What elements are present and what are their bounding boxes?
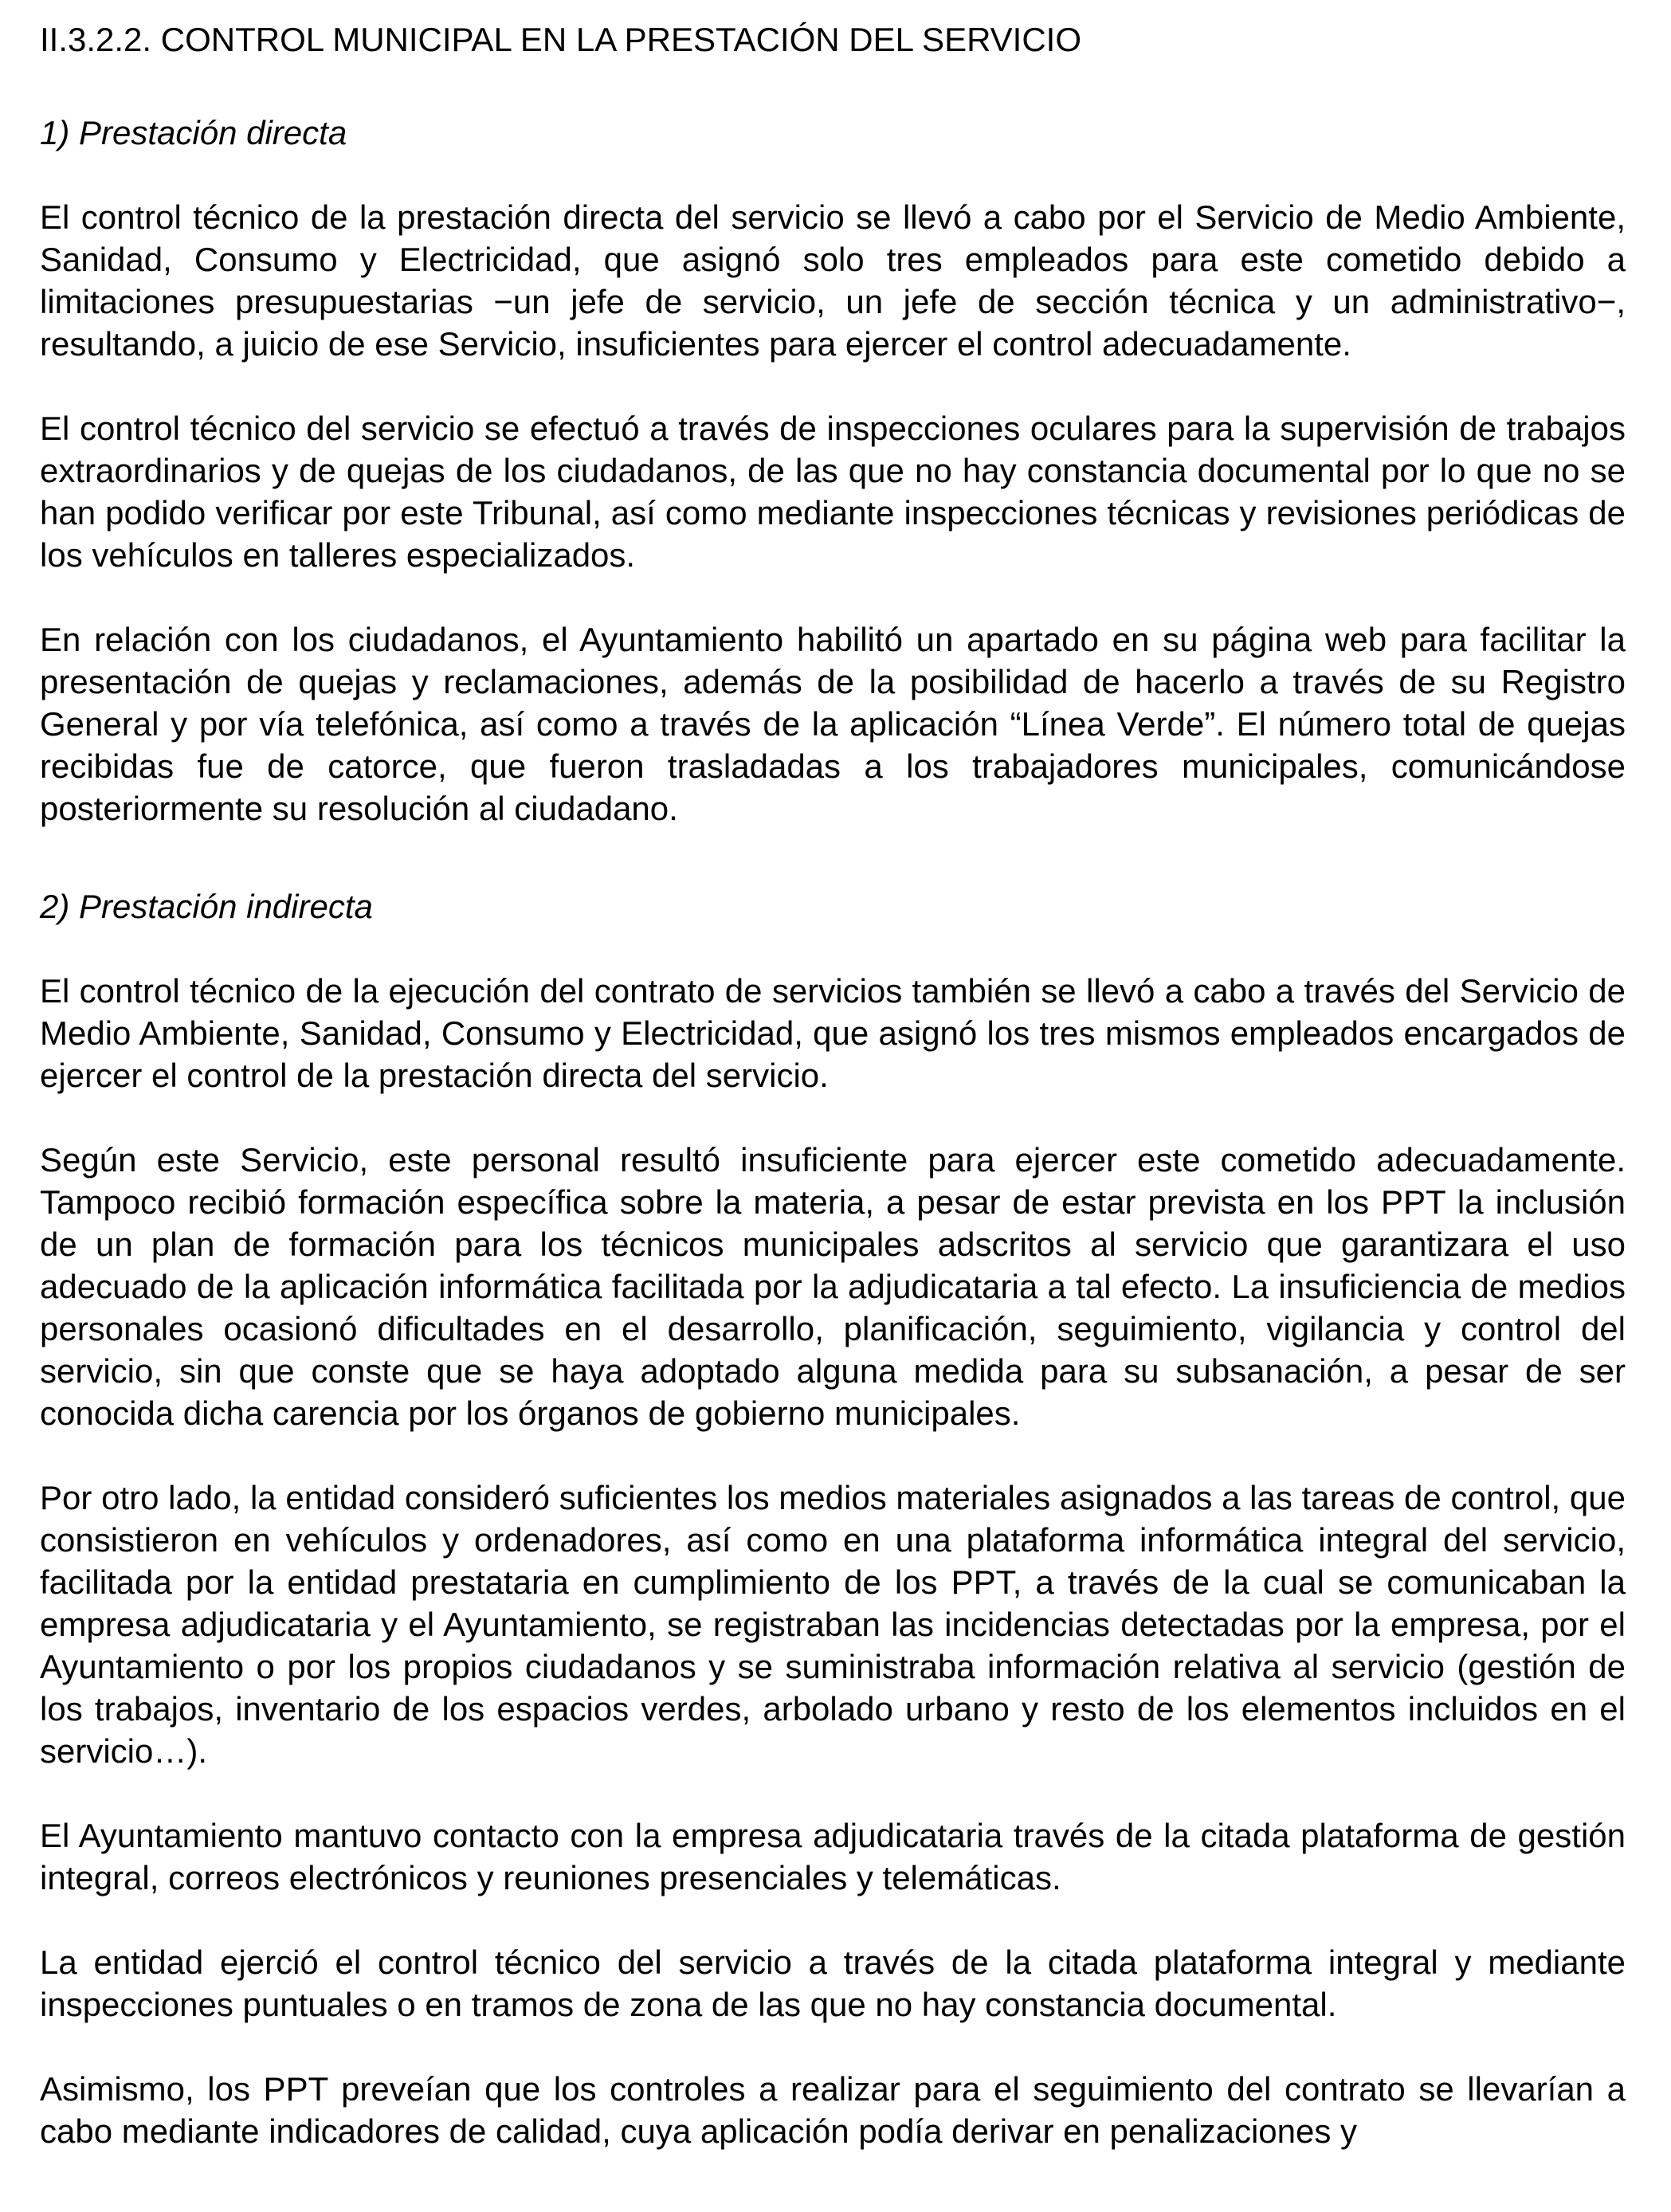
subsection-title-direct: 1) Prestación directa <box>40 114 347 151</box>
paragraph: En relación con los ciudadanos, el Ayuntamiento habilitó un apartado en su página web para facilitar la presentación de quejas y reclamaciones, además de la posibilidad de hacerlo a través de su Registro General y por vía telefónica, así como a través de la aplicación “Línea Verde”. El número total de quejas recibidas fue de catorce, que fueron trasladadas a los trabajadores municipales, comunicándose posteriormente su resolución al ciudadano. <box>40 621 1626 827</box>
paragraph: Según este Servicio, este personal resultó insuficiente para ejercer este cometido adecuadamente. Tampoco recibió formación específica sobre la materia, a pesar de estar prevista en los PPT la inclusión de un plan de formación para los técnicos municipales adscritos al servicio que garantizara el uso adecuado de la aplicación informática facilitada por la adjudicataria a tal efecto. La insuficiencia de medios personales ocasionó dificultades en el desarrollo, planificación, seguimiento, vigilancia y control del servicio, sin que conste que se haya adoptado alguna medida para su subsanación, a pesar de ser conocida dicha carencia por los órganos de gobierno municipales. <box>40 1141 1626 1432</box>
section-heading: II.3.2.2. CONTROL MUNICIPAL EN LA PRESTACIÓN DEL SERVICIO <box>40 21 1082 58</box>
document-page <box>40 16 1626 2152</box>
paragraph: Por otro lado, la entidad consideró suficientes los medios materiales asignados a las tareas de control, que consistieron en vehículos y ordenadores, así como en una plataforma informática integral del servicio, facilitada por la entidad prestataria en cumplimiento de los PPT, a través de la cual se comunicaban la empresa adjudicataria y el Ayuntamiento, se registraban las incidencias detectadas por la empresa, por el Ayuntamiento o por los propios ciudadanos y se suministraba información relativa al servicio (gestión de los trabajos, inventario de los espacios verdes, arbolado urbano y resto de los elementos incluidos en el servicio…). <box>40 1479 1626 1770</box>
paragraph: El control técnico de la ejecución del contrato de servicios también se llevó a cabo a través del Servicio de Medio Ambiente, Sanidad, Consumo y Electricidad, que asignó los tres mismos empleados encargados de ejercer el control de la prestación directa del servicio. <box>40 972 1626 1094</box>
paragraph: Asimismo, los PPT preveían que los controles a realizar para el seguimiento del contrato se llevarían a cabo mediante indicadores de calidad, cuya aplicación podía derivar en penalizaciones y <box>40 2070 1626 2150</box>
paragraph: La entidad ejerció el control técnico del servicio a través de la citada plataforma integral y mediante inspecciones puntuales o en tramos de zona de las que no hay constancia documental. <box>40 1943 1626 2023</box>
paragraph: El Ayuntamiento mantuvo contacto con la empresa adjudicataria través de la citada plataforma de gestión integral, correos electrónicos y reuniones presenciales y telemáticas. <box>40 1817 1626 1896</box>
paragraph: El control técnico de la prestación directa del servicio se llevó a cabo por el Servicio de Medio Ambiente, Sanidad, Consumo y Electricidad, que asignó solo tres empleados para este cometido debido a limitaciones presupuestarias −un jefe de servicio, un jefe de sección técnica y un administrativo−, resultando, a juicio de ese Servicio, insuficientes para ejercer el control adecuadamente. <box>40 198 1626 363</box>
paragraph: El control técnico del servicio se efectuó a través de inspecciones oculares para la supervisión de trabajos extraordinarios y de quejas de los ciudadanos, de las que no hay constancia documental por lo que no se han podido verificar por este Tribunal, así como mediante inspecciones técnicas y revisiones periódicas de los vehículos en talleres especializados. <box>40 410 1626 574</box>
subsection-title-indirect: 2) Prestación indirecta <box>40 888 373 925</box>
